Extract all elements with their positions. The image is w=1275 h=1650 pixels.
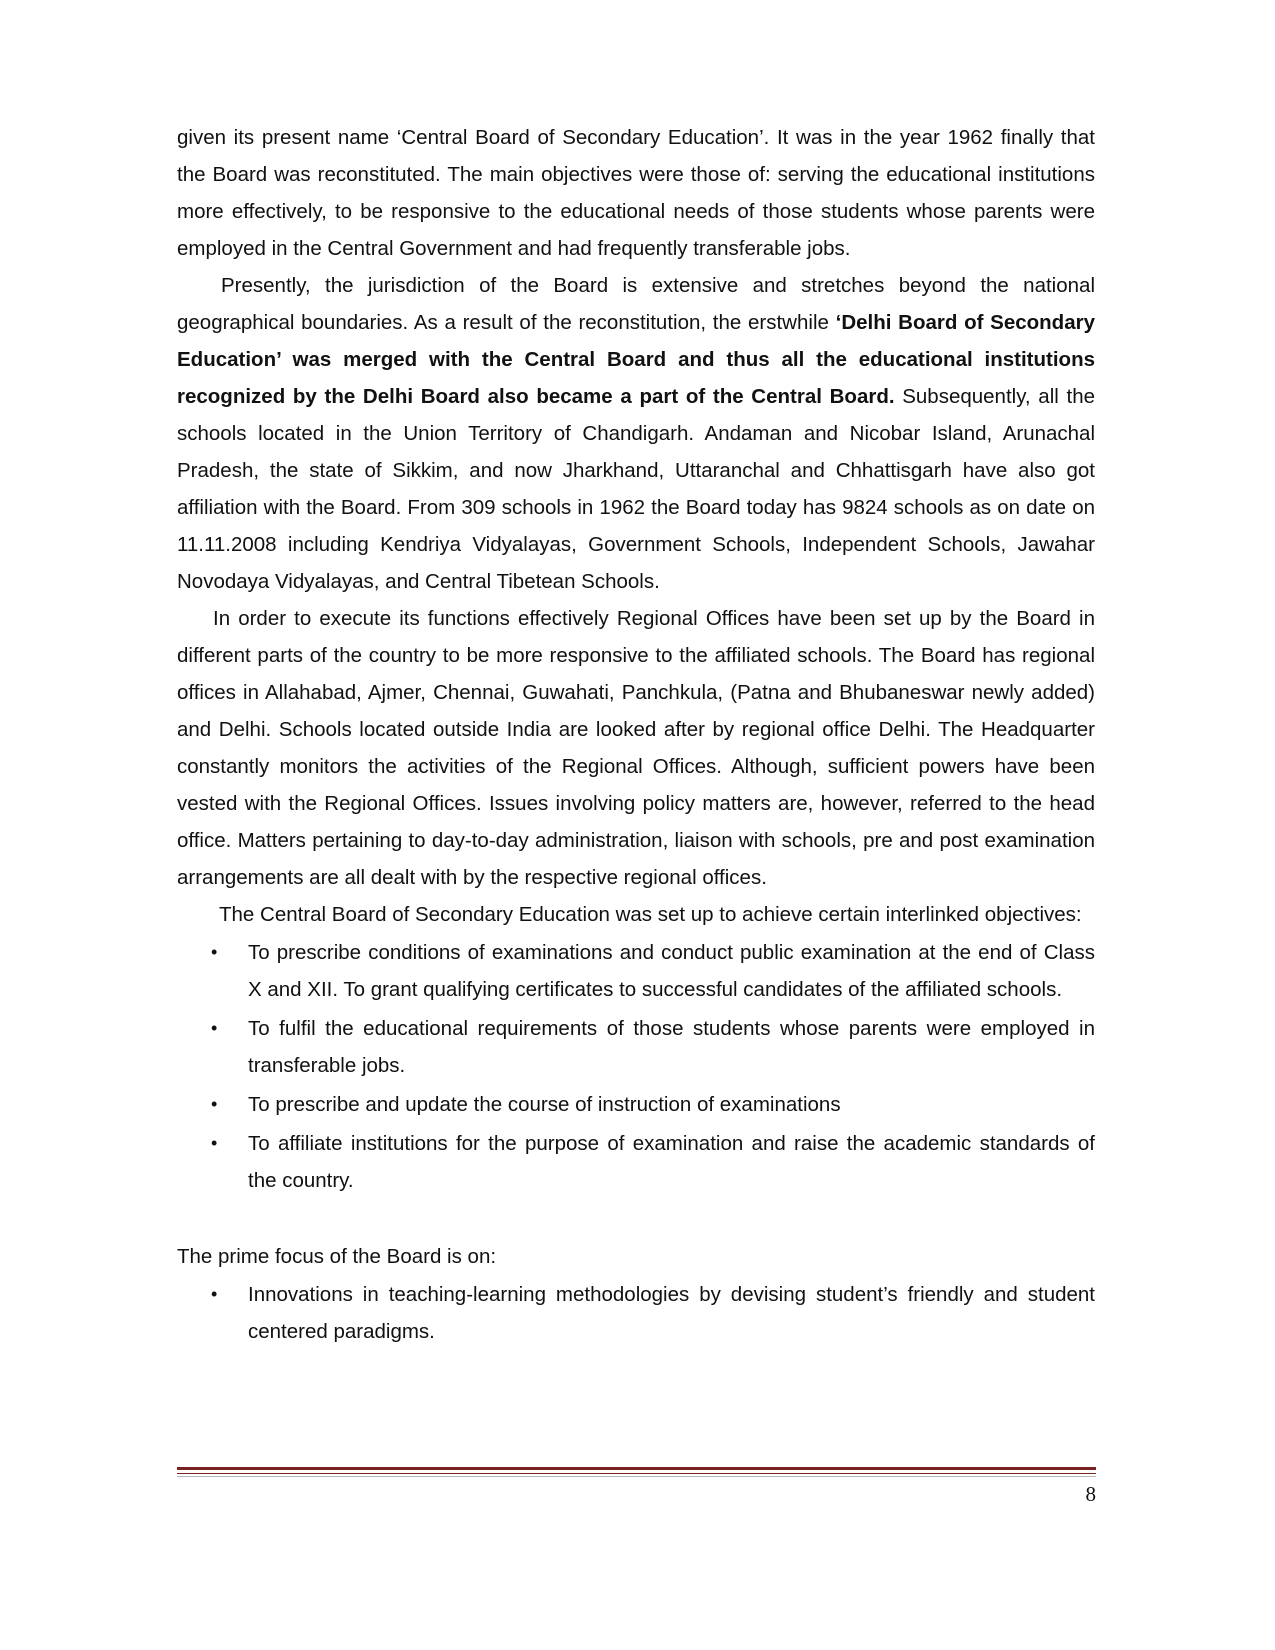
list-item-text: To prescribe conditions of examinations and conduct public examination at the end of Class X and XII. To grant qualifying certificates to successful candidates of the affiliated schools. [248, 941, 1095, 1001]
list-item [177, 1276, 1095, 1350]
list-item-text: Innovations in teaching-learning methodologies by devising student’s friendly and student centered paradigms. [248, 1283, 1095, 1343]
objectives-list [177, 934, 1095, 1199]
list-item-text: To prescribe and update the course of instruction of examinations [248, 1093, 841, 1116]
bullet-icon: • [211, 942, 218, 962]
paragraph-reconstitution: given its present name ‘Central Board of Secondary Education’. It was in the year 1962 finally that the Board was reconstituted. The main objectives were those of: serving the educational institutions more effectively, to be responsive to the educational needs of those students whose parents were employed in the Central Government and had frequently transferable jobs. [177, 126, 1095, 260]
focus-list [177, 1276, 1095, 1350]
bullet-icon: • [211, 1094, 218, 1114]
paragraph-jurisdiction [177, 267, 1095, 600]
footer-divider [177, 1467, 1096, 1474]
list-item [177, 1086, 1095, 1123]
paragraph-regional-offices: In order to execute its functions effectively Regional Offices have been set up by the Board in different parts of the country to be more responsive to the affiliated schools. The Board has regional offices in Allahabad, Ajmer, Chennai, Guwahati, Panchkula, (Patna and Bhubaneswar newly added) and Delhi. Schools located outside India are looked after by regional office Delhi. The Headquarter constantly monitors the activities of the Regional Offices. Although, sufficient powers have been vested with the Regional Offices. Issues involving policy matters are, however, referred to the head office. Matters pertaining to day-to-day administration, liaison with schools, pre and post examination arrangements are all dealt with by the respective regional offices. [177, 607, 1095, 889]
focus-heading: The prime focus of the Board is on: [177, 1245, 497, 1268]
paragraph-objectives-intro: The Central Board of Secondary Education was set up to achieve certain interlinked objectives: [219, 903, 1082, 926]
list-item-text: To affiliate institutions for the purpose of examination and raise the academic standards of the country. [248, 1132, 1095, 1192]
bullet-icon: • [211, 1018, 218, 1038]
paragraph-jurisdiction-end: Subsequently, all the schools located in the Union Territory of Chandigarh. Andaman and Nicobar Island, Arunachal Pradesh, the state of Sikkim, and now Jharkhand, Uttaranchal and Chhattisgarh have also got affiliation with the Board. From 309 schools in 1962 the Board today has 9824 schools as on date on 11.11.2008 including Kendriya Vidyalayas, Government Schools, Independent Schools, Jawahar Novodaya Vidyalayas, and Central Tibetean Schools. [177, 385, 1095, 593]
bullet-icon: • [211, 1284, 218, 1304]
page-body [177, 119, 1095, 1352]
paragraph-jurisdiction-bold: ‘Delhi Board of Secondary Education’ was merged with the Central Board and thus all the educational institutions recognized by the Delhi Board also became a part of the Central Board. [177, 311, 1095, 408]
bullet-icon: • [211, 1133, 218, 1153]
list-item [177, 1125, 1095, 1199]
list-item [177, 1010, 1095, 1084]
paragraph-jurisdiction-start: Presently, the jurisdiction of the Board is extensive and stretches beyond the national geographical boundaries. As a result of the reconstitution, the erstwhile [177, 274, 1095, 334]
list-item [177, 934, 1095, 1008]
page-number: 8 [1085, 1482, 1096, 1506]
footer-divider-shadow [177, 1476, 1096, 1477]
list-item-text: To fulfil the educational requirements of those students whose parents were employed in transferable jobs. [248, 1017, 1095, 1077]
